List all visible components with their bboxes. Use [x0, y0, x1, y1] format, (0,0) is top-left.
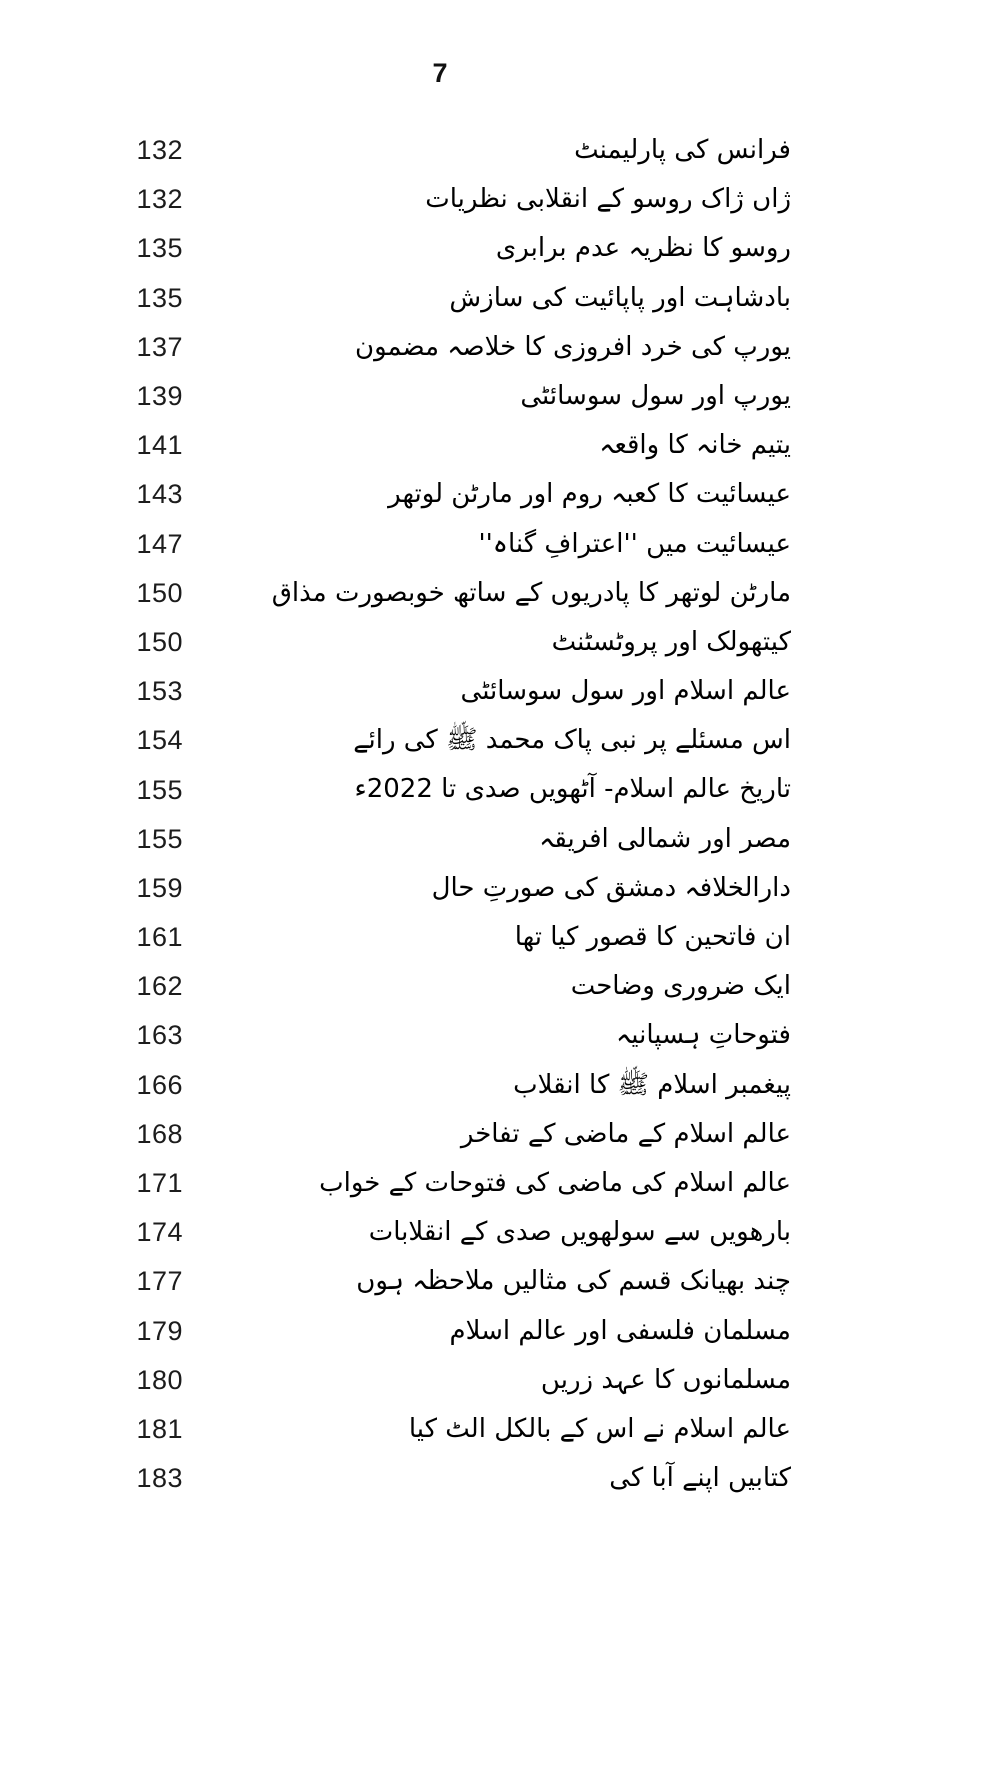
toc-entry-title: روسو کا نظریہ عدم برابری: [495, 233, 791, 264]
toc-entry: [135, 864, 791, 913]
toc-entry-page-number: 135: [136, 282, 183, 313]
toc-entry-page-number: 155: [136, 774, 183, 805]
toc-entry: [135, 815, 791, 864]
toc-entry-title: عالم اسلام کی ماضی کی فتوحات کے خواب: [319, 1167, 791, 1198]
toc-entry: [135, 470, 791, 519]
toc-entry-page-number: 139: [136, 381, 183, 412]
toc-entry-title: بارھویں سے سولھویں صدی کے انقلابات: [368, 1217, 791, 1248]
toc-entry-title: فتوحاتِ ہسپانیہ: [616, 1020, 791, 1051]
page-number: 7: [432, 58, 448, 88]
toc-entry-title: ایک ضروری وضاحت: [570, 971, 791, 1002]
toc-entry-title: عالم اسلام اور سول سوسائٹی: [460, 676, 791, 707]
toc-entry-title: عالم اسلام نے اس کے بالکل الٹ کیا: [408, 1413, 791, 1444]
toc-entry-title: دارالخلافہ دمشق کی صورتِ حال: [431, 872, 791, 903]
toc-entry: [135, 1208, 791, 1257]
toc-entry-page-number: 179: [136, 1315, 183, 1346]
toc-entry: [135, 224, 791, 273]
toc-entry-page-number: 155: [136, 823, 183, 854]
toc-entry-page-number: 174: [136, 1217, 183, 1248]
toc-entry: [135, 421, 791, 470]
toc-entry: [135, 962, 791, 1011]
toc-entry: [135, 1110, 791, 1159]
toc-entry-page-number: 132: [136, 184, 183, 215]
toc-entry-page-number: 159: [136, 872, 183, 903]
toc-entry-page-number: 154: [136, 725, 183, 756]
toc-entry: [135, 569, 791, 618]
toc-entry-page-number: 168: [136, 1118, 183, 1149]
toc-entry-title: عیسائیت کا کعبہ روم اور مارٹن لوتھر: [388, 479, 791, 510]
toc-entry: [135, 1011, 791, 1060]
toc-entry: [135, 765, 791, 814]
toc-entry-page-number: 150: [136, 626, 183, 657]
toc-entry-title: چند بھیانک قسم کی مثالیں ملاحظہ ہوں: [356, 1266, 791, 1297]
toc-entry-page-number: 153: [136, 676, 183, 707]
toc-entry: [135, 1257, 791, 1306]
toc-entry-page-number: 180: [136, 1364, 183, 1395]
toc-entry-page-number: 132: [136, 135, 183, 166]
toc-entry-title: کیتھولک اور پروٹسٹنٹ: [551, 626, 791, 657]
toc-entry-page-number: 171: [136, 1168, 183, 1199]
toc-entry-title: یتیم خانہ کا واقعہ: [599, 430, 791, 461]
toc-entry-title: کتابیں اپنے آبا کی: [609, 1463, 791, 1494]
toc-entry: [135, 618, 791, 667]
toc-entry-page-number: 135: [136, 233, 183, 264]
toc-entry: [135, 1454, 791, 1503]
toc-entry-title: اس مسئلے پر نبی پاک محمد ﷺ کی رائے: [353, 725, 791, 756]
toc-entry-page-number: 163: [136, 1020, 183, 1051]
toc-entry: [135, 1061, 791, 1110]
toc-entry: [135, 716, 791, 765]
toc-entry: [135, 1307, 791, 1356]
toc-entry-title: پیغمبر اسلام ﷺ کا انقلاب: [513, 1069, 791, 1100]
toc-entry-page-number: 161: [136, 922, 183, 953]
toc-entry-page-number: 177: [136, 1266, 183, 1297]
toc-entry-title: مسلمان فلسفی اور عالم اسلام: [449, 1315, 791, 1346]
toc-entry-title: عالم اسلام کے ماضی کے تفاخر: [460, 1118, 791, 1149]
toc-entry-page-number: 181: [136, 1413, 183, 1444]
toc-entry: [135, 274, 791, 323]
toc-entry: [135, 126, 791, 175]
toc-entry-page-number: 166: [136, 1069, 183, 1100]
toc-entry: [135, 1356, 791, 1405]
toc-entry-title: فرانس کی پارلیمنٹ: [574, 135, 791, 165]
table-of-contents: [135, 126, 791, 1503]
toc-entry: [135, 175, 791, 224]
toc-entry-page-number: 162: [136, 971, 183, 1002]
toc-entry-page-number: 183: [136, 1463, 183, 1494]
toc-entry-page-number: 143: [136, 479, 183, 510]
toc-entry-page-number: 141: [136, 430, 183, 461]
toc-entry-title: مصر اور شمالی افریقہ: [539, 823, 791, 854]
toc-entry-page-number: 147: [136, 528, 183, 559]
toc-entry-title: ژاں ژاک روسو کے انقلابی نظریات: [425, 184, 791, 215]
toc-entry-title: یورپ کی خرد افروزی کا خلاصہ مضمون: [354, 331, 791, 362]
toc-entry: [135, 1405, 791, 1454]
toc-entry-title: ان فاتحین کا قصور کیا تھا: [514, 922, 791, 952]
toc-entry: [135, 913, 791, 962]
toc-entry: [135, 372, 791, 421]
toc-entry-title: یورپ اور سول سوسائٹی: [520, 380, 791, 411]
toc-entry: [135, 1159, 791, 1208]
toc-entry: [135, 520, 791, 569]
toc-entry-title: مارٹن لوتھر کا پادریوں کے ساتھ خوبصورت مذاق: [271, 577, 791, 608]
toc-entry: [135, 667, 791, 716]
toc-entry-title: مسلمانوں کا عہد زریں: [540, 1364, 791, 1395]
toc-entry-title: عیسائیت میں ''اعترافِ گناہ'': [478, 528, 791, 559]
toc-entry-title: تاریخ عالم اسلام- آٹھویں صدی تا 2022ء: [354, 774, 791, 805]
toc-entry: [135, 323, 791, 372]
toc-entry-page-number: 150: [136, 577, 183, 608]
toc-entry-page-number: 137: [136, 331, 183, 362]
toc-entry-title: بادشاہت اور پاپائیت کی سازش: [449, 282, 791, 313]
